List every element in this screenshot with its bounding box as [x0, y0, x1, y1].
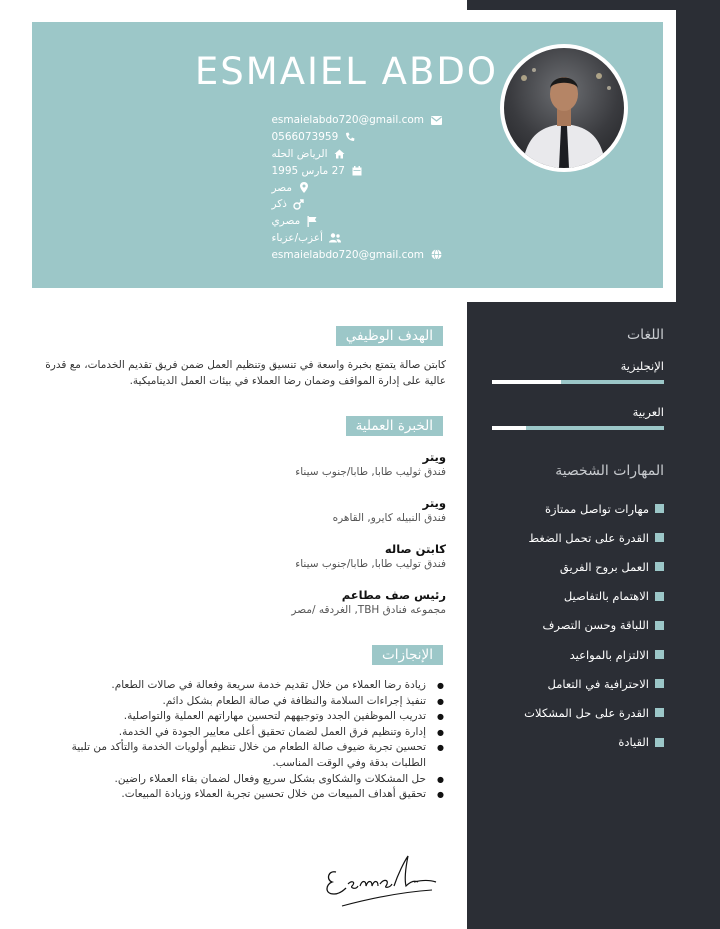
calendar-icon [351, 165, 363, 177]
language-english: الإنجليزية [620, 359, 664, 373]
skill-item: العمل بروح الفريق [524, 552, 664, 581]
experience-item [146, 541, 446, 587]
skill-item: القدرة على حل المشكلات [524, 698, 664, 727]
objective-title: الهدف الوظيفي [336, 326, 443, 346]
skill-item: الاحترافية في التعامل [524, 669, 664, 698]
job-place: فندق ثوليب طابا, طابا/جنوب سيناء [295, 466, 446, 478]
bullet-square-icon [655, 562, 664, 571]
language-arabic: العربية [632, 405, 664, 419]
contact-address: الرياض الحله [271, 146, 442, 163]
contact-gender: ذكر [271, 196, 442, 213]
skill-item: القدرة على تحمل الضغط [524, 523, 664, 552]
profile-photo [500, 44, 628, 172]
bullet-square-icon [655, 592, 664, 601]
home-icon [334, 148, 346, 160]
list-item: ● تدريب الموظفين الجدد وتوجيههم لتحسين مهاراتهم العملية والتواصلية. [46, 709, 446, 725]
bullet-square-icon [655, 621, 664, 630]
list-item: ● تنفيذ إجراءات السلامة والنظافة في صالة الطعام بشكل دائم. [46, 694, 446, 710]
job-place: فندق النبيله كايرو, القاهره [332, 512, 446, 524]
flag-icon [306, 215, 318, 227]
job-title: ويتر [422, 496, 446, 510]
bullet-square-icon [655, 650, 664, 659]
achievements-title: الإنجازات [372, 645, 443, 665]
signature [322, 850, 442, 914]
candidate-name: ESMAIEL ABDO [194, 50, 498, 93]
contact-website[interactable]: esmaielabdo720@gmail.com [271, 246, 442, 263]
job-place: مجموعه فنادق TBH, الغردقه /مصر [291, 604, 446, 616]
objective-text: كابتن صالة يتمتع بخبرة واسعة في تنسيق وتنظيم العمل ضمن فريق تقديم الخدمات، مع قدرة عالية على إدارة المواقف وضمان رضا العملاء في بيئات العمل الديناميكية. [45, 359, 446, 387]
contact-marital-status: أعزب/عزباء [271, 230, 442, 247]
job-title: رئيس صف مطاعم [341, 588, 446, 602]
languages-title: اللغات [627, 327, 664, 343]
contact-country: مصر [271, 179, 442, 196]
location-pin-icon [298, 182, 310, 194]
bullet-square-icon [655, 738, 664, 747]
experience-list [146, 449, 446, 633]
globe-icon [430, 249, 442, 261]
contact-email[interactable]: esmaielabdo720@gmail.com [271, 112, 442, 129]
job-title: ويتر [422, 450, 446, 464]
language-arabic-level-bar [492, 426, 664, 430]
achievements-list [46, 678, 446, 803]
contact-birthdate: 27 مارس 1995 [271, 162, 442, 179]
skill-item: الاهتمام بالتفاصيل [524, 582, 664, 611]
job-title: كابتن صاله [384, 542, 446, 556]
experience-title: الخبرة العملية [346, 416, 443, 436]
contact-phone[interactable]: 0566073959 [271, 129, 442, 146]
skill-item: الالتزام بالمواعيد [524, 640, 664, 669]
experience-item [146, 587, 446, 633]
contact-nationality: مصري [271, 213, 442, 230]
skill-item: اللباقة وحسن التصرف [524, 611, 664, 640]
list-item: ● إدارة وتنظيم فرق العمل لضمان تحقيق أعلى معايير الجودة في الخدمة. [46, 725, 446, 741]
language-arabic-level-fill [492, 426, 526, 430]
skills-list [524, 494, 664, 757]
bullet-square-icon [655, 679, 664, 688]
language-english-level-bar [492, 380, 664, 384]
users-icon [329, 232, 341, 244]
gender-icon [293, 198, 305, 210]
skill-item: القيادة [524, 728, 664, 757]
bullet-square-icon [655, 533, 664, 542]
list-item: ● زيادة رضا العملاء من خلال تقديم خدمة سريعة وفعالة في صالات الطعام. [46, 678, 446, 694]
phone-icon [344, 131, 356, 143]
contact-list [271, 112, 442, 263]
bullet-square-icon [655, 708, 664, 717]
list-item: ● تحسين تجربة ضيوف صالة الطعام من خلال تنظيم أولويات الخدمة والتأكد من تلبية الطلبات بدقة وفي الوقت المناسب. [46, 740, 446, 771]
job-place: فندق توليب طابا, طابا/جنوب سيناء [295, 558, 446, 570]
skill-item: مهارات تواصل ممتازة [524, 494, 664, 523]
skills-title: المهارات الشخصية [555, 463, 664, 479]
list-item: ● تحقيق أهداف المبيعات من خلال تحسين تجربة العملاء وزيادة المبيعات. [46, 787, 446, 803]
list-item: ● حل المشكلات والشكاوى بشكل سريع وفعال لضمان بقاء العملاء راضين. [46, 772, 446, 788]
envelope-icon [430, 114, 442, 126]
experience-item [146, 495, 446, 541]
experience-item [146, 449, 446, 495]
bullet-square-icon [655, 504, 664, 513]
language-english-level-fill [492, 380, 561, 384]
